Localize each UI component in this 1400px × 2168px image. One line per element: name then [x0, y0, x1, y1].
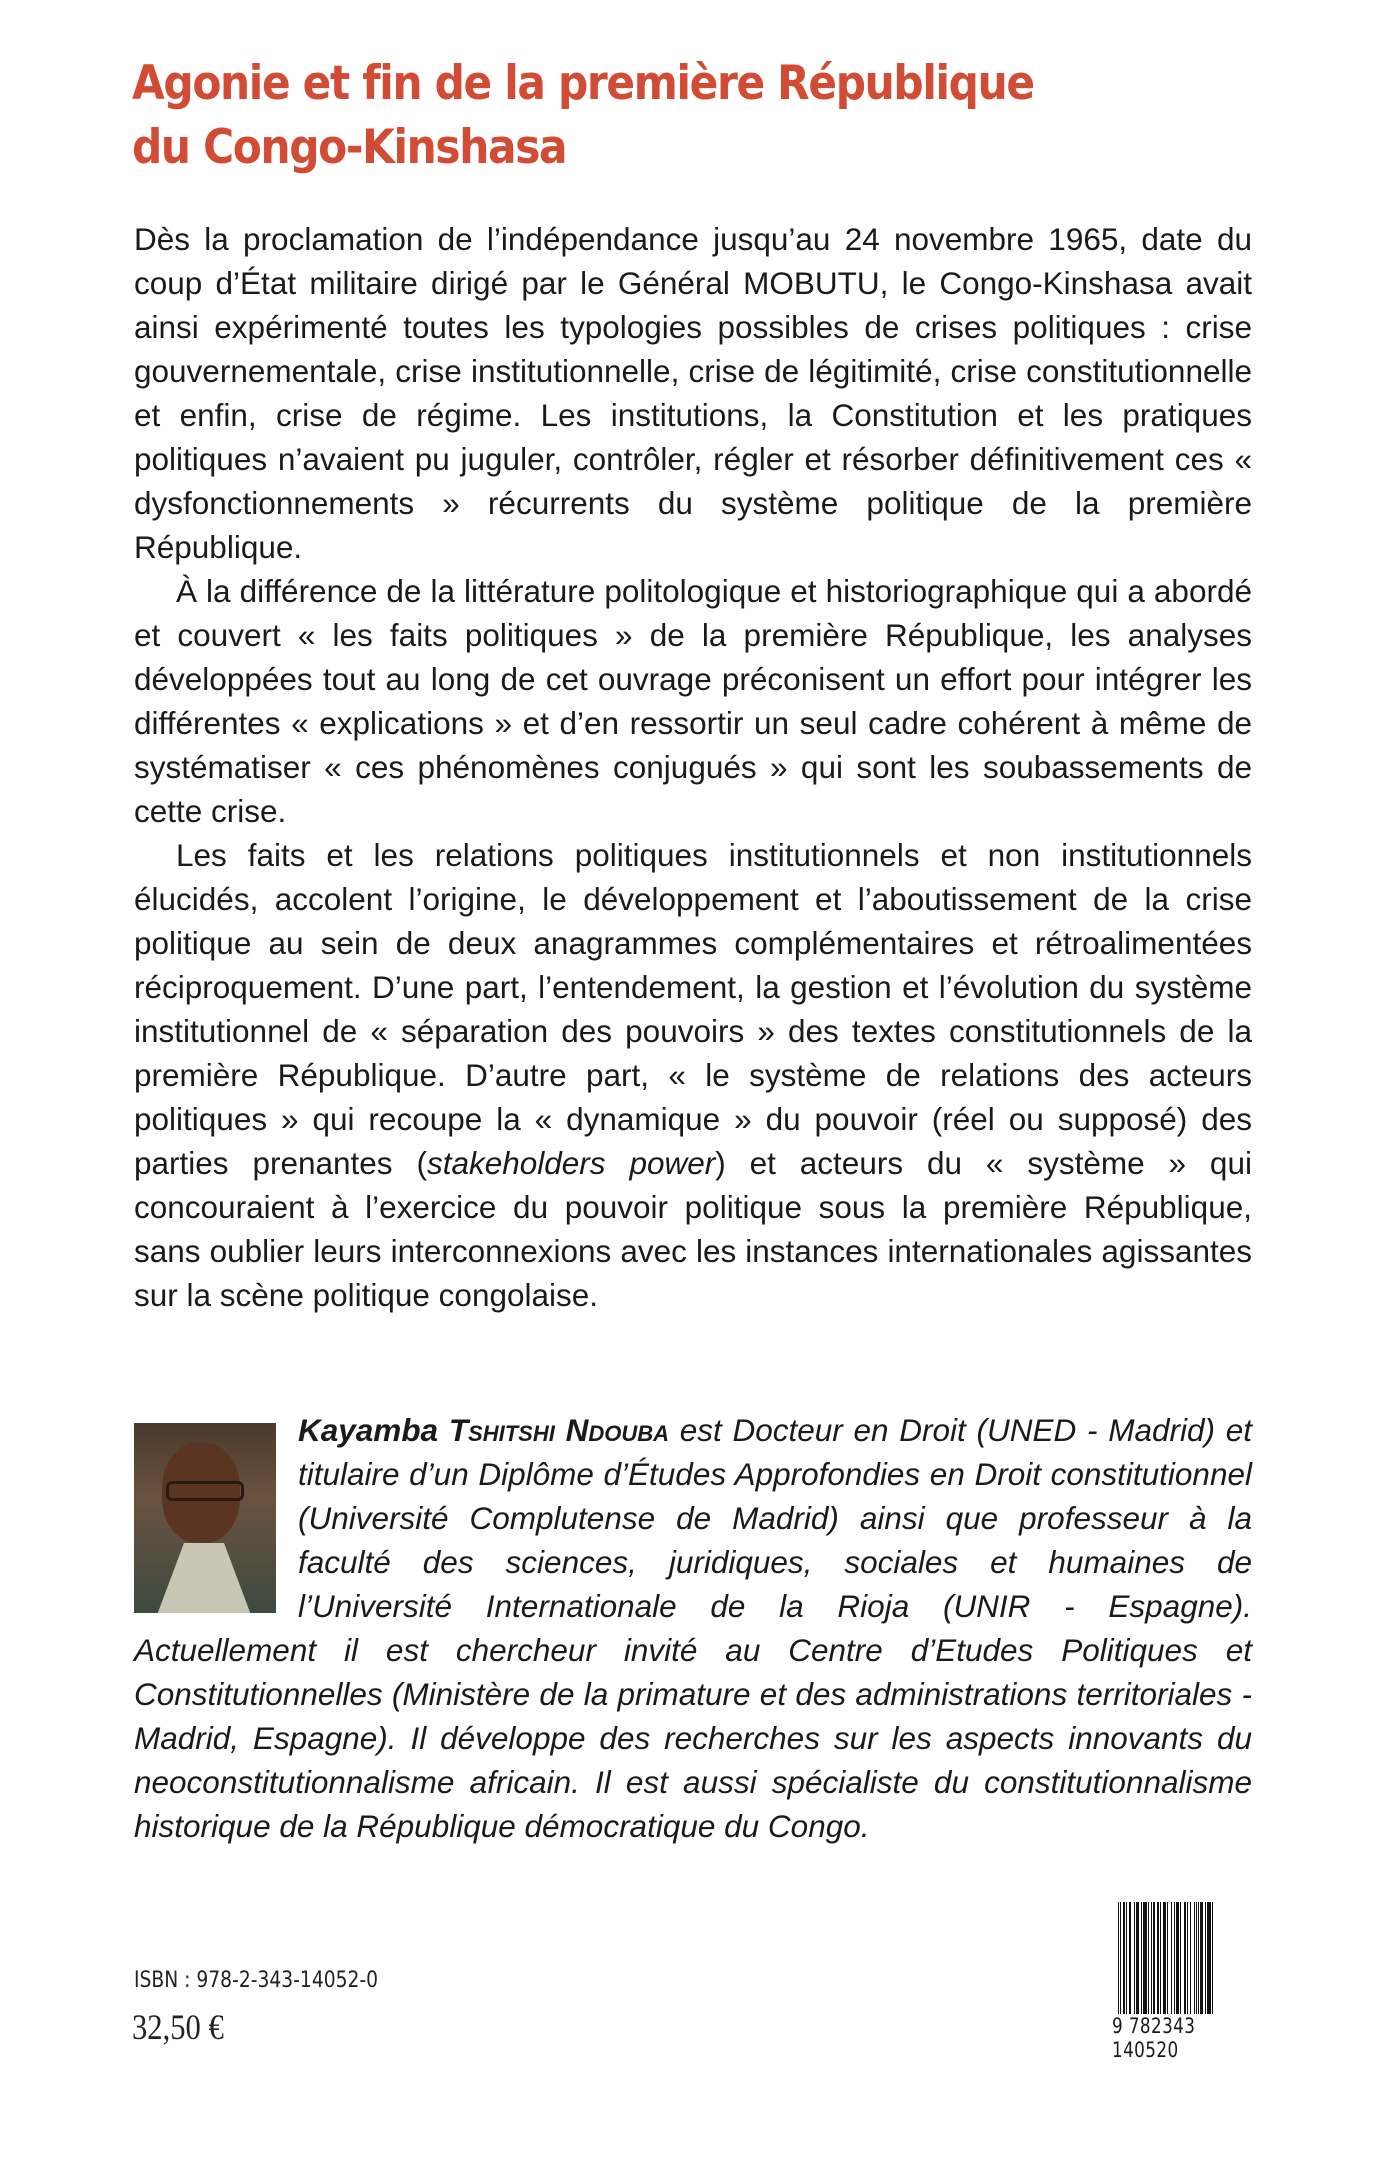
price: 32,50 € [132, 2007, 224, 2047]
barcode-bar [1213, 1902, 1215, 2020]
author-first-name: Kayamba [298, 1412, 439, 1448]
summary-paragraph-1: Dès la proclamation de l’indépendance jusqu’au 24 novembre 1965, date du coup d’État militaire dirigé par le Général MOBUTU, le Congo-Kinshasa avait ainsi expérimenté toutes les typologies possibles de crises politiques : crise gouvernementale, crise institutionnelle, crise de légitimité, crise constitutionnelle et enfin, crise de régime. Les institutions, la Constitution et les pratiques politiques n’avaient pu juguler, contrôler, régler et résorber définitivement ces « dysfonctionnements » récurrents du système politique de la première République. [134, 221, 1252, 565]
title-line-1: Agonie et fin de la première République [132, 56, 1034, 111]
paragraph-3-text-a: Les faits et les relations politiques institutionnels et non institutionnels élucidés, accolent l’origine, le développement et l’aboutissement de la crise politique au sein de deux anagrammes complémentaires et rétroalimentées réciproquement. D’une part, l’entendement, la gestion et l’évolution du système institutionnel de « séparation des pouvoirs » des textes constitutionnels de la première République. D’autre part, « le système de relations des acteurs politiques » qui recoupe la « dynamique » du pouvoir (réel ou supposé) des parties prenantes ( [134, 837, 1252, 1181]
book-title [132, 52, 1167, 180]
author-name [298, 1412, 669, 1448]
author-bio [134, 1408, 1252, 1848]
author-bio-text: est Docteur en Droit (UNED - Madrid) et titulaire d’un Diplôme d’Études Approfondies en Droit constitutionnel (Université Complutense de Madrid) ainsi que professeur à la faculté des sciences, juridiques, sociales et humaines de l’Université Internationale de la Rioja (UNIR - Espagne). Actuellement il est chercheur invité au Centre d’Etudes Politiques et Constitutionnelles (Ministère de la primature et des administrations territoriales - Madrid, Espagne). Il développe des recherches sur les aspects innovants du neoconstitutionnalisme africain. Il est aussi spécialiste du constitutionnalisme historique de la République démocratique du Congo. [134, 1412, 1252, 1844]
paragraph-3-text-b: ) et acteurs du « système » qui concouraient à l’exercice du pouvoir politique sous la première République, sans oublier leurs interconnexions avec les instances internationales agissantes sur la scène politique congolaise. [134, 1145, 1252, 1313]
barcode [1112, 1902, 1253, 2062]
barcode-number: 9 782343 140520 [1112, 2014, 1248, 2062]
author-photo [134, 1423, 276, 1613]
summary-paragraph-3 [134, 833, 1252, 1317]
paragraph-3-italic: stakeholders power [426, 1145, 716, 1181]
barcode-bars [1118, 1902, 1253, 2020]
author-last-name: Tshitshi Ndouba [448, 1412, 669, 1448]
back-cover-summary [134, 217, 1252, 1317]
summary-paragraph-2: À la différence de la littérature politologique et historiographique qui a abordé et couvert « les faits politiques » de la première République, les analyses développées tout au long de cet ouvrage préconisent un effort pour intégrer les différentes « explications » et d’en ressortir un seul cadre cohérent à même de systématiser « ces phénomènes conjugués » qui sont les soubassements de cette crise. [134, 573, 1252, 829]
title-line-2: du Congo-Kinshasa [132, 120, 567, 175]
isbn: ISBN : 978-2-343-14052-0 [134, 1968, 379, 1993]
